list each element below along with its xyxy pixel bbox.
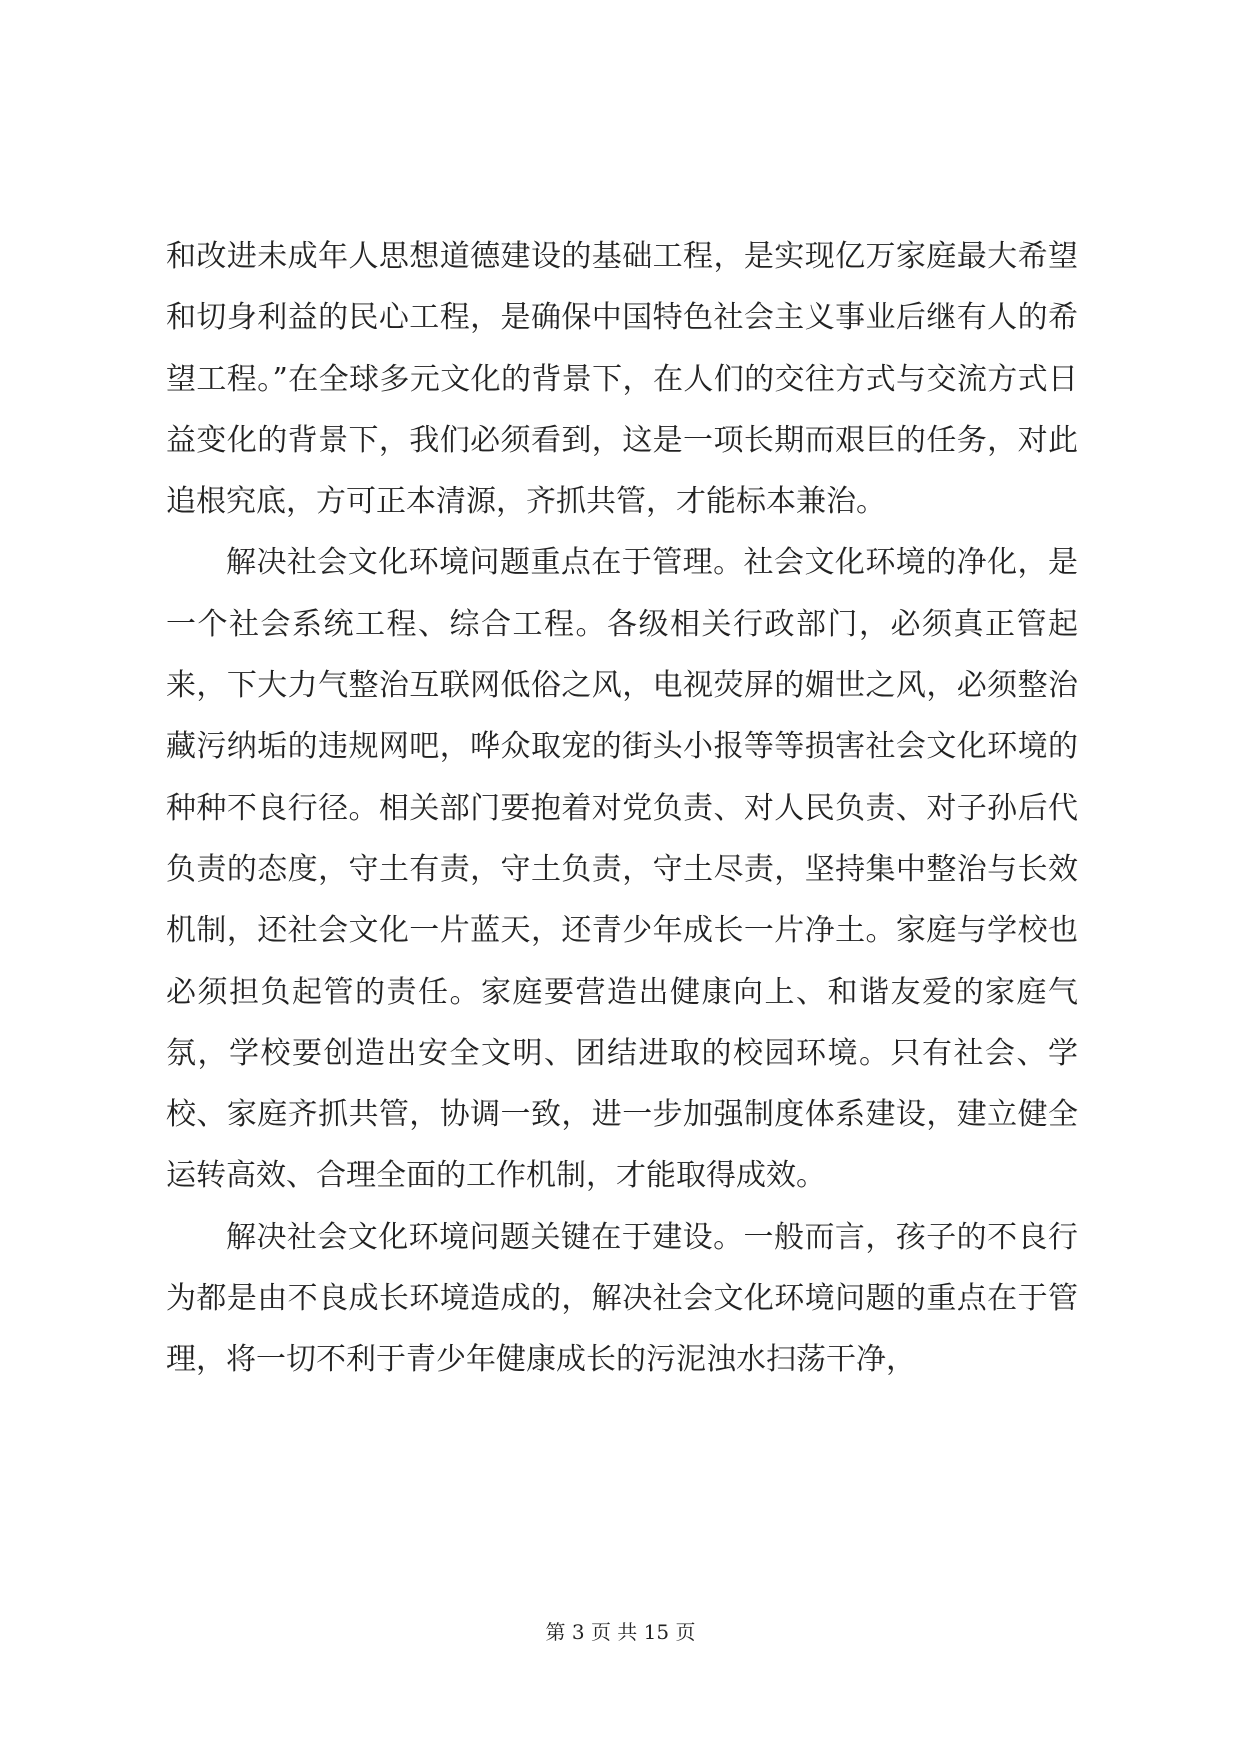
paragraph-construction: 解决社会文化环境问题关键在于建设。一般而言，孩子的不良行为都是由不良成长环境造成的，解决社会文化环境问题的重点在于管理，将一切不利于青少年健康成长的污泥浊水扫荡干净， <box>166 1219 1078 1378</box>
paragraph-management: 解决社会文化环境问题重点在于管理。社会文化环境的净化，是一个社会系统工程、综合工程。各级相关行政部门，必须真正管起来，下大力气整治互联网低俗之风，电视荧屏的媚世之风，必须整治藏污纳垢的违规网吧，哗众取宠的街头小报等等损害社会文化环境的种种不良行径。相关部门要抱着对党负责、对人民负责、对子孙后代负责的态度，守土有责，守土负责，守土尽责，坚持集中整治与长效机制，还社会文化一片蓝天，还青少年成长一片净土。家庭与学校也必须担负起管的责任。家庭要营造出健康向上、和谐友爱的家庭气氛，学校要创造出安全文明、团结进取的校园环境。只有社会、学校、家庭齐抓共管，协调一致，进一步加强制度体系建设，建立健全运转高效、合理全面的工作机制，才能取得成效。 <box>166 545 1078 1194</box>
body-text <box>166 226 1078 1391</box>
page-number-footer: 第 3 页 共 15 页 <box>545 1620 696 1644</box>
paragraph-continued: 和改进未成年人思想道德建设的基础工程，是实现亿万家庭最大希望和切身利益的民心工程，是确保中国特色社会主义事业后继有人的希望工程。”在全球多元文化的背景下，在人们的交往方式与交流方式日益变化的背景下，我们必须看到，这是一项长期而艰巨的任务，对此追根究底，方可正本清源，齐抓共管，才能标本兼治。 <box>166 239 1078 520</box>
